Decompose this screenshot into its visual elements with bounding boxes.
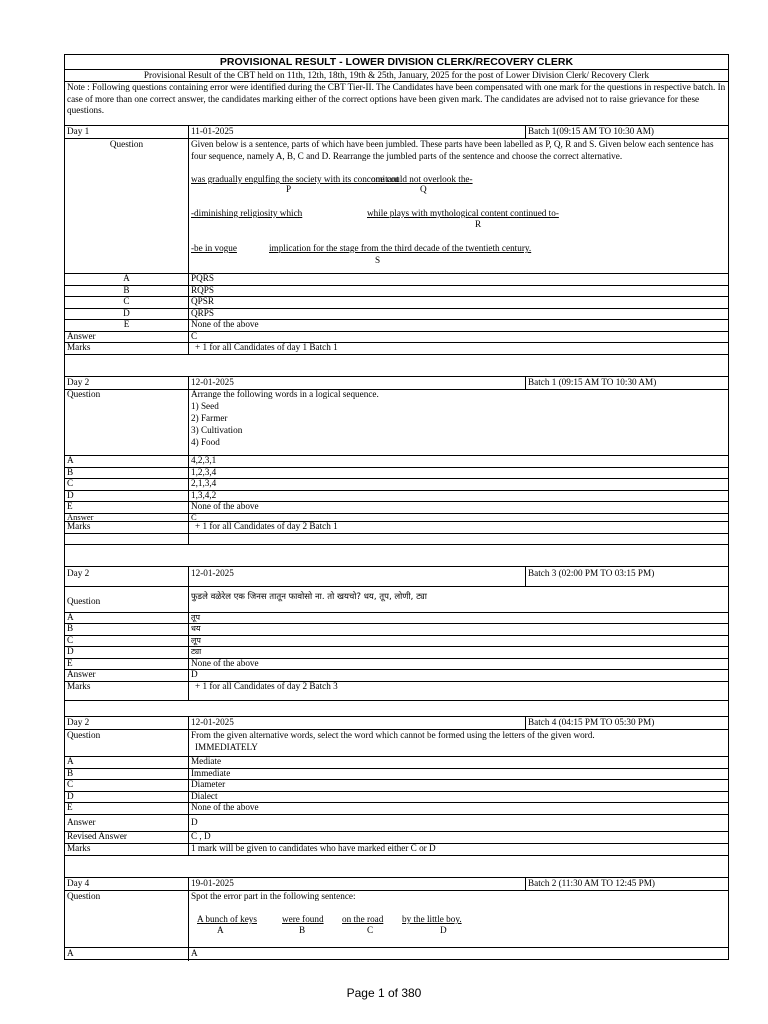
option-label: C bbox=[67, 635, 74, 645]
answer-label: Answer bbox=[67, 512, 94, 522]
option-value: Immediate bbox=[191, 768, 231, 778]
part-letter: A bbox=[217, 925, 224, 935]
sequence-item: 3) Cultivation bbox=[191, 425, 243, 435]
part-letter: P bbox=[286, 184, 292, 194]
option-value: Dialect bbox=[191, 791, 218, 801]
part-letter: Q bbox=[420, 184, 427, 194]
question-label: Question bbox=[67, 730, 101, 740]
option-value: 1,2,3,4 bbox=[191, 467, 217, 477]
revised-answer-value: C , D bbox=[191, 831, 211, 841]
option-value: लूप bbox=[191, 636, 201, 645]
option-value: 1,3,4,2 bbox=[191, 490, 217, 500]
option-label: B bbox=[67, 768, 74, 778]
date-value: 12-01-2025 bbox=[191, 377, 234, 387]
option-label: A bbox=[67, 612, 74, 622]
page-number: Page 1 of 380 bbox=[346, 986, 422, 1000]
sequence-item: 4) Food bbox=[191, 437, 220, 447]
question-label: Question bbox=[67, 389, 101, 399]
option-label: D bbox=[67, 490, 74, 500]
option-value: 4,2,3,1 bbox=[191, 455, 217, 465]
option-value: PQRS bbox=[191, 273, 214, 283]
option-value: 2,1,3,4 bbox=[191, 478, 217, 488]
option-value: A bbox=[191, 948, 198, 958]
option-label: A bbox=[67, 756, 74, 766]
part-letter: R bbox=[475, 219, 482, 229]
marks-label: Marks bbox=[67, 681, 91, 691]
option-label: E bbox=[67, 658, 73, 668]
answer-value: D bbox=[191, 817, 198, 827]
jumbled-part: one could not overlook the- bbox=[371, 174, 473, 184]
option-value: None of the above bbox=[191, 501, 259, 511]
jumbled-part: implication for the stage from the third decade of the twentieth century. bbox=[269, 243, 532, 253]
option-label: B bbox=[67, 467, 74, 477]
marks-label: Marks bbox=[67, 521, 91, 531]
marks-label: Marks bbox=[67, 342, 91, 352]
marks-value: 1 mark will be given to candidates who have marked either C or D bbox=[191, 843, 436, 853]
sequence-item: 2) Farmer bbox=[191, 413, 228, 423]
document-subtitle: Provisional Result of the CBT held on 11th, 12th, 18th, 19th & 25th, January, 2025 for the post of Lower Division Clerk/ Recovery Clerk bbox=[143, 70, 650, 80]
option-value: Mediate bbox=[191, 756, 222, 766]
jumbled-part: was gradually engulfing the society with its concomitant bbox=[191, 174, 399, 184]
answer-label: Answer bbox=[67, 331, 96, 341]
option-label: A bbox=[123, 273, 130, 283]
sentence-part: were found bbox=[282, 914, 324, 924]
part-letter: B bbox=[299, 925, 306, 935]
part-letter: D bbox=[440, 925, 447, 935]
date-value: 19-01-2025 bbox=[191, 878, 234, 888]
option-label: D bbox=[123, 308, 130, 318]
option-label: A bbox=[67, 455, 74, 465]
option-value: Diameter bbox=[191, 779, 226, 789]
option-label: C bbox=[67, 779, 74, 789]
option-label: B bbox=[67, 623, 74, 633]
given-word: IMMEDIATELY bbox=[195, 742, 258, 752]
option-label: D bbox=[67, 791, 74, 801]
result-sheet bbox=[64, 54, 729, 960]
batch-label: Batch 1 (09:15 AM TO 10:30 AM) bbox=[528, 377, 657, 387]
jumbled-part: -be in vogue bbox=[191, 243, 237, 253]
option-value: None of the above bbox=[191, 658, 259, 668]
answer-value: D bbox=[191, 669, 198, 679]
marks-value: + 1 for all Candidates of day 2 Batch 3 bbox=[195, 681, 338, 691]
question-text: Arrange the following words in a logical sequence. bbox=[191, 389, 379, 399]
column-divider bbox=[525, 567, 526, 587]
answer-label: Answer bbox=[67, 669, 96, 679]
option-label: D bbox=[67, 646, 74, 656]
option-label: E bbox=[123, 319, 130, 329]
column-divider bbox=[188, 125, 189, 961]
day-label: Day 2 bbox=[67, 717, 90, 727]
option-value: धय bbox=[191, 624, 201, 633]
date-value: 11-01-2025 bbox=[191, 126, 234, 136]
day-label: Day 1 bbox=[67, 126, 90, 136]
option-value: ट्या bbox=[191, 647, 202, 656]
question-text: Given below is a sentence, parts of which have been jumbled. These parts have been labelled as P, Q, R and S. Given below each sentence has four sequence, namely A, B, C and D. Rearrange the jumbled parts of the sentence and choose the correct alternative. bbox=[191, 139, 714, 161]
question-label: Question bbox=[67, 891, 101, 901]
option-label: A bbox=[67, 948, 74, 958]
sequence-item: 1) Seed bbox=[191, 401, 219, 411]
sentence-part: A bunch of keys bbox=[197, 914, 257, 924]
sentence-part: on the road bbox=[342, 914, 384, 924]
question-text: Spot the error part in the following sentence: bbox=[191, 891, 356, 901]
document-title: PROVISIONAL RESULT - LOWER DIVISION CLERK/RECOVERY CLERK bbox=[219, 56, 574, 68]
question-label: Question bbox=[67, 596, 101, 606]
option-value: None of the above bbox=[191, 802, 259, 812]
question-text: From the given alternative words, select the word which cannot be formed using the letters of the given word. bbox=[191, 730, 595, 740]
answer-value: C bbox=[191, 512, 197, 522]
option-label: B bbox=[123, 285, 130, 295]
note-text: Note : Following questions containing error were identified during the CBT Tier-II. The Candidates have been compensated with one mark for the questions in respective batch. In case of more than one correct answer, the candidates marking either of the correct options have been given mark. The candidates are advised not to raise grievance for these questions. bbox=[67, 82, 726, 116]
batch-label: Batch 1(09:15 AM TO 10:30 AM) bbox=[528, 126, 654, 136]
option-label: C bbox=[123, 296, 130, 306]
date-value: 12-01-2025 bbox=[191, 568, 234, 578]
date-value: 12-01-2025 bbox=[191, 717, 234, 727]
option-label: E bbox=[67, 501, 73, 511]
option-value: QPSR bbox=[191, 296, 214, 306]
option-value: None of the above bbox=[191, 319, 259, 329]
jumbled-part: -diminishing religiosity which bbox=[191, 208, 303, 218]
marks-value: + 1 for all Candidates of day 2 Batch 1 bbox=[195, 521, 338, 531]
option-value: RQPS bbox=[191, 285, 214, 295]
day-label: Day 4 bbox=[67, 878, 90, 888]
revised-answer-label: Revised Answer bbox=[67, 831, 127, 841]
batch-label: Batch 2 (11:30 AM TO 12:45 PM) bbox=[528, 878, 655, 888]
part-letter: S bbox=[375, 255, 381, 265]
day-label: Day 2 bbox=[67, 377, 90, 387]
marks-label: Marks bbox=[67, 843, 91, 853]
marks-value: + 1 for all Candidates of day 1 Batch 1 bbox=[195, 342, 338, 352]
batch-label: Batch 3 (02:00 PM TO 03:15 PM) bbox=[528, 568, 655, 578]
sentence-part: by the little boy. bbox=[402, 914, 462, 924]
option-label: C bbox=[67, 478, 74, 488]
answer-value: C bbox=[191, 331, 198, 341]
option-value: तूप bbox=[191, 613, 201, 622]
batch-label: Batch 4 (04:15 PM TO 05:30 PM) bbox=[528, 717, 655, 727]
day-label: Day 2 bbox=[67, 568, 90, 578]
option-label: E bbox=[67, 802, 73, 812]
question-label: Question bbox=[109, 139, 144, 149]
answer-label: Answer bbox=[67, 817, 96, 827]
question-text: फुडले वळेरेल एक जिनस तातून फावोसो ना. तो खयचो? धय, तूप, लोणी, ट्या bbox=[191, 592, 427, 602]
column-divider bbox=[525, 125, 526, 138]
option-value: QRPS bbox=[191, 308, 214, 318]
part-letter: C bbox=[367, 925, 374, 935]
jumbled-part: while plays with mythological content continued to- bbox=[367, 208, 559, 218]
